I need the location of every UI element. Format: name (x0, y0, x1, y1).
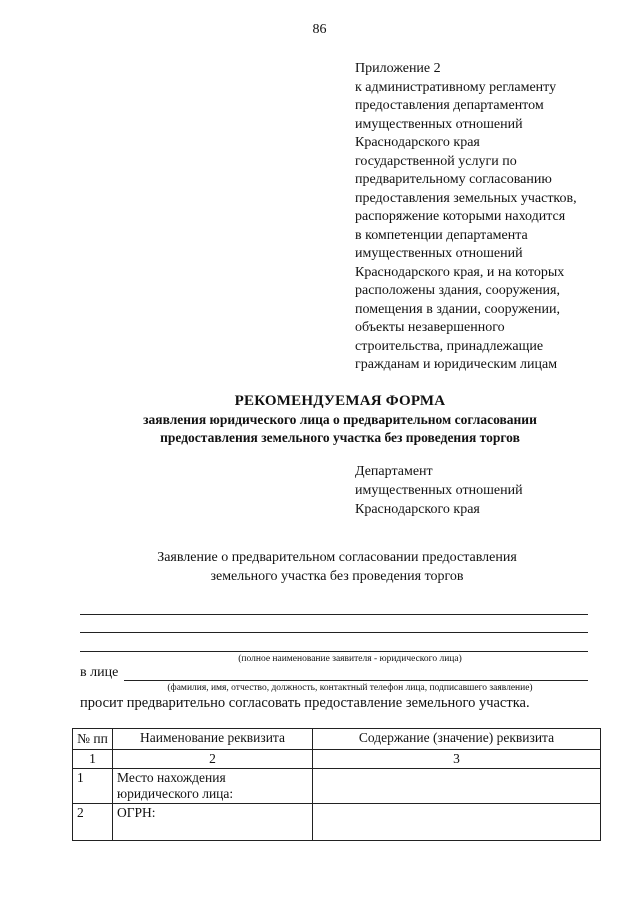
applicant-caption: (полное наименование заявителя - юридического лица) (238, 654, 462, 664)
request-text: просит предварительно согласовать предоставление земельного участка. (80, 695, 530, 711)
row-number: 2 (73, 804, 113, 841)
page-number: 86 (312, 22, 327, 37)
row-name: ОГРН: (113, 804, 313, 841)
table-header-row (73, 729, 601, 750)
row-value-field[interactable] (313, 769, 601, 804)
appendix-line: предоставления земельных участков, (355, 190, 577, 206)
v-lice-label: в лице (80, 665, 119, 680)
addressee-line: Департамент (355, 464, 433, 479)
requisites-table (72, 728, 601, 841)
statement-title-2: земельного участка без проведения торгов (210, 569, 464, 584)
form-subtitle-2: предоставления земельного участка без проведения торгов (160, 430, 520, 445)
appendix-line: расположены здания, сооружения, (355, 283, 560, 298)
table-row (73, 769, 601, 804)
row-value-field[interactable] (313, 804, 601, 841)
appendix-line: гражданам и юридическим лицам (355, 357, 558, 372)
header-cell-number: № пп (73, 729, 113, 750)
appendix-line: к административному регламенту (355, 79, 557, 95)
row-number: 1 (73, 769, 113, 804)
addressee-block (355, 462, 523, 519)
table-row (73, 804, 601, 841)
appendix-line: Краснодарского края, и на которых (355, 264, 565, 280)
applicant-fill-line-2[interactable] (80, 632, 588, 633)
appendix-line: в компетенции департамента (355, 227, 528, 243)
form-title: РЕКОМЕНДУЕМАЯ ФОРМА (234, 393, 446, 409)
applicant-fill-line-3[interactable] (80, 651, 588, 652)
signer-fill-line[interactable] (124, 680, 588, 681)
header-cell-name: Наименование реквизита (113, 729, 313, 750)
index-cell: 1 (73, 750, 113, 769)
row-name: Место нахождения юридического лица: (113, 769, 313, 804)
appendix-line: предварительному согласованию (355, 172, 552, 187)
header-cell-value: Содержание (значение) реквизита (313, 729, 601, 750)
statement-title-1: Заявление о предварительном согласовании предоставления (157, 550, 517, 565)
appendix-line: объекты незавершенного (355, 320, 505, 335)
appendix-line: помещения в здании, сооружении, (355, 301, 560, 317)
addressee-line: имущественных отношений (355, 483, 523, 498)
appendix-line: распоряжение которыми находится (355, 209, 566, 224)
table-index-row (73, 750, 601, 769)
appendix-line: предоставления департаментом (355, 98, 544, 113)
appendix-line: Приложение 2 (355, 61, 441, 76)
appendix-line: государственной услуги по (355, 153, 517, 169)
index-cell: 3 (313, 750, 601, 769)
addressee-line: Краснодарского края (355, 502, 480, 517)
appendix-header (355, 60, 630, 375)
appendix-line: имущественных отношений (355, 246, 523, 261)
index-cell: 2 (113, 750, 313, 769)
form-subtitle-1: заявления юридического лица о предварительном согласовании (143, 412, 537, 427)
appendix-line: Краснодарского края (355, 135, 480, 150)
signer-caption: (фамилия, имя, отчество, должность, контактный телефон лица, подписавшего заявление) (167, 683, 533, 693)
appendix-line: строительства, принадлежащие (355, 338, 544, 354)
appendix-line: имущественных отношений (355, 116, 523, 132)
applicant-fill-line-1[interactable] (80, 614, 588, 615)
